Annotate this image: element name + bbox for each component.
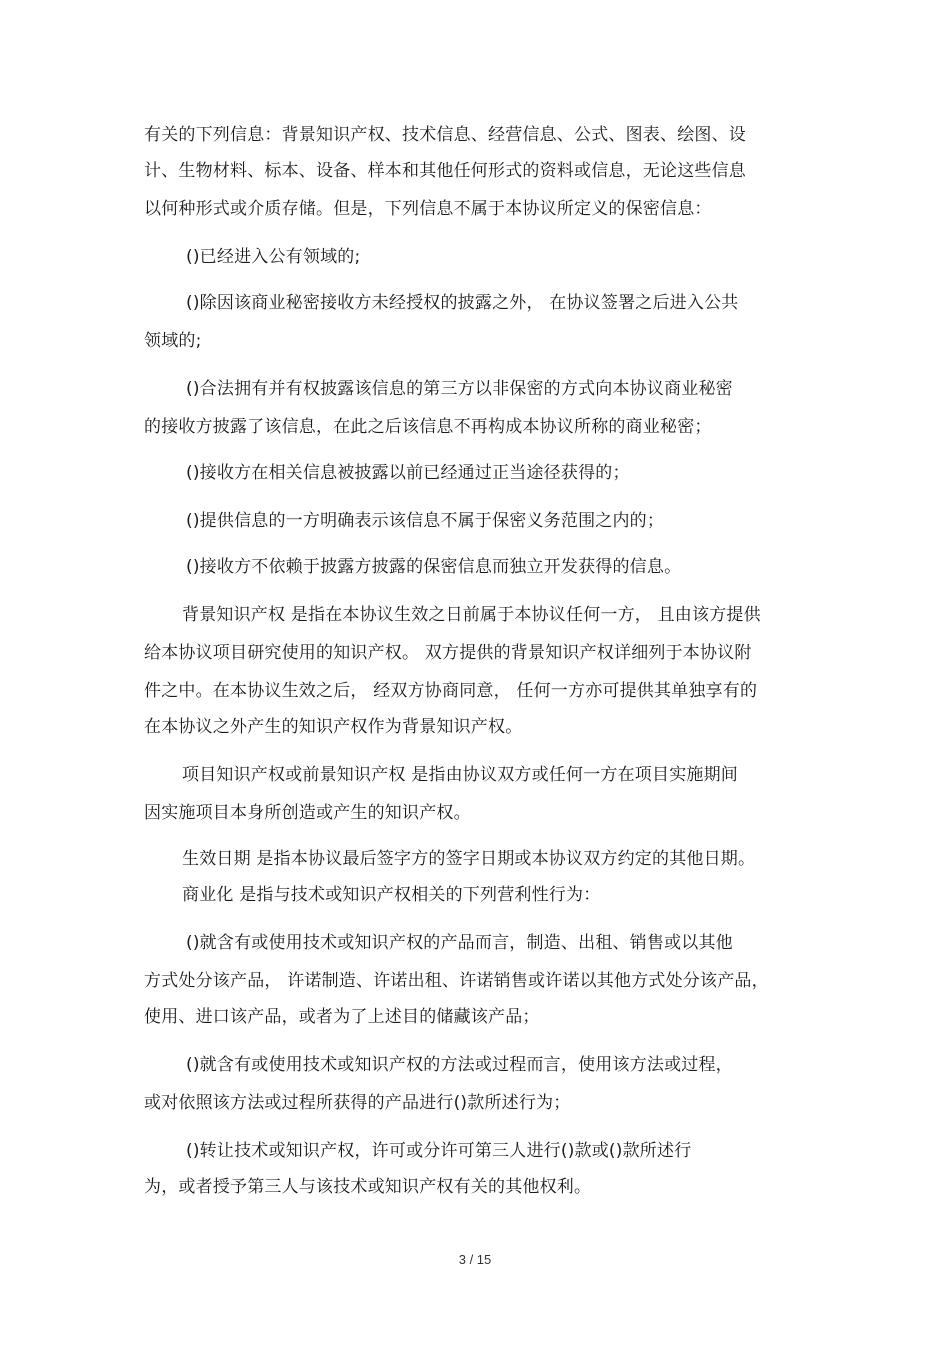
text-line: 为，或者授予第三人与该技术或知识产权有关的其他权利。 xyxy=(144,1177,592,1197)
text-line: ()接收方在相关信息被披露以前已经通过正当途径获得的； xyxy=(186,463,630,483)
text-line: 项目知识产权或前景知识产权 是指由协议双方或任何一方在项目实施期间 xyxy=(182,765,739,785)
page-number: 3 / 15 xyxy=(458,1252,492,1267)
text-line: 在本协议之外产生的知识产权作为背景知识产权。 xyxy=(144,717,523,737)
text-line: 领域的; xyxy=(144,331,202,351)
text-line: ()就含有或使用技术或知识产权的方法或过程而言，使用该方法或过程， xyxy=(186,1055,733,1075)
text-line: 有关的下列信息：背景知识产权、技术信息、经营信息、公式、图表、绘图、设 xyxy=(144,125,746,145)
text-line: 计、生物材料、标本、设备、样本和其他任何形式的资料或信息，无论这些信息 xyxy=(144,161,746,181)
text-line: 生效日期 是指本协议最后签字方的签字日期或本协议双方约定的其他日期。 xyxy=(182,849,756,869)
text-line: 的接收方披露了该信息，在此之后该信息不再构成本协议所称的商业秘密； xyxy=(144,417,712,437)
text-line: ()合法拥有并有权披露该信息的第三方以非保密的方式向本协议商业秘密 xyxy=(186,379,733,399)
text-line: ()接收方不依赖于披露方披露的保密信息而独立开发获得的信息。 xyxy=(186,557,682,577)
text-line: 或对依照该方法或过程所获得的产品进行()款所述行为； xyxy=(144,1093,571,1113)
text-line: 使用、进口该产品，或者为了上述目的储藏该产品； xyxy=(144,1007,540,1027)
text-line: 背景知识产权 是指在本协议生效之日前属于本协议任何一方， 且由该方提供 xyxy=(182,605,761,625)
text-line: ()转让技术或知识产权，许可或分许可第三人进行()款或()款所述行 xyxy=(186,1141,692,1161)
text-line: ()除因该商业秘密接收方未经授权的披露之外， 在协议签署之后进入公共 xyxy=(186,293,739,313)
text-line: 方式处分该产品， 许诺制造、许诺出租、许诺销售或许诺以其他方式处分该产品， xyxy=(144,971,769,991)
text-line: 商业化 是指与技术或知识产权相关的下列营利性行为： xyxy=(182,885,601,905)
text-line: ()已经进入公有领域的; xyxy=(186,247,361,267)
text-line: 因实施项目本身所创造或产生的知识产权。 xyxy=(144,803,471,823)
text-line: ()提供信息的一方明确表示该信息不属于保密义务范围之内的； xyxy=(186,511,665,531)
text-line: 给本协议项目研究使用的知识产权。 双方提供的背景知识产权详细列于本协议附 xyxy=(144,643,752,663)
text-line: ()就含有或使用技术或知识产权的产品而言，制造、出租、销售或以其他 xyxy=(186,933,733,953)
text-line: 件之中。在本协议生效之后， 经双方协商同意， 任何一方亦可提供其单独享有的 xyxy=(144,681,758,701)
text-line: 以何种形式或介质存储。但是，下列信息不属于本协议所定义的保密信息： xyxy=(144,199,712,219)
